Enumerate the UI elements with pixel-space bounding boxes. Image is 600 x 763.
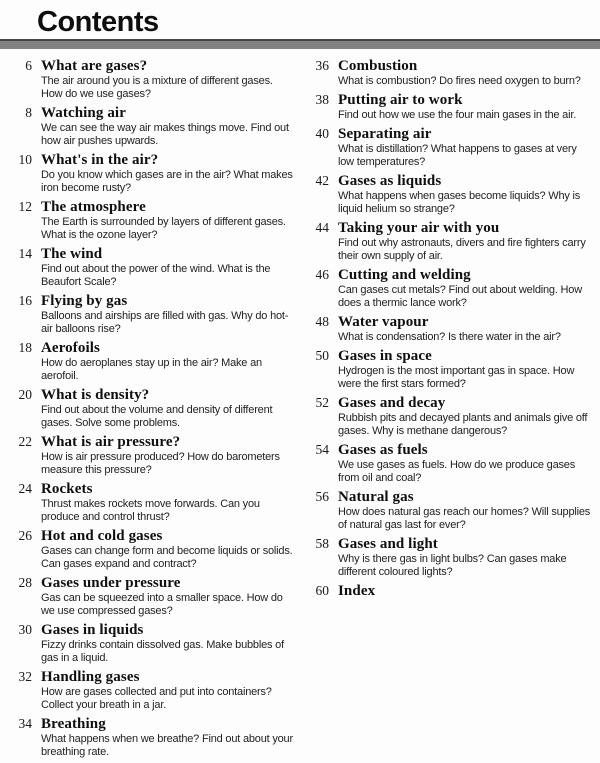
entry-title: Combustion [338,58,418,74]
toc-entry [14,669,295,712]
page-number: 24 [18,481,32,496]
entry-description: What is combustion? Do fires need oxygen to burn? [338,75,581,87]
page-number: 12 [18,199,32,214]
entry-description: What happens when gases become liquids? Why is liquid helium so strange? [338,190,581,215]
entry-description: How is air pressure produced? How do barometers measure this pressure? [41,451,280,476]
entry-title: Gases and light [338,536,438,552]
entry-body [41,246,295,289]
toc-column-right [311,58,592,763]
toc-entry [311,395,592,438]
page-number: 16 [18,293,32,308]
page-number: 32 [18,669,32,684]
page-number: 50 [315,348,329,363]
entry-body [338,536,592,579]
toc-entry [14,622,295,665]
toc-entry [14,575,295,618]
entry-body [338,348,592,391]
entry-title: Gases and decay [338,395,446,411]
toc-entry [14,387,295,430]
entry-description: We can see the way air makes things move. Find out how air pushes upwards. [41,122,289,147]
toc-entry [311,442,592,485]
toc-entry [311,267,592,310]
page-number: 42 [315,173,329,188]
entry-body [338,173,592,216]
entry-description: Do you know which gases are in the air? What makes iron become rusty? [41,169,293,194]
entry-description: What is distillation? What happens to gases at very low temperatures? [338,143,577,168]
page-number: 18 [18,340,32,355]
toc-entry [14,293,295,336]
title-rule [0,39,600,49]
entry-title: Rockets [41,481,93,497]
entry-description: Balloons and airships are filled with gas. Why do hot-air balloons rise? [41,310,289,335]
entry-description: We use gases as fuels. How do we produce gases from oil and coal? [338,459,576,484]
entry-body [338,489,592,532]
entry-body [338,58,592,88]
toc-entry [311,126,592,169]
entry-title: Gases under pressure [41,575,181,591]
toc-entry [14,246,295,289]
entry-title: Handling gases [41,669,140,685]
toc-entry [14,58,295,101]
entry-description: Hydrogen is the most important gas in space. How were the first stars formed? [338,365,575,390]
page-number: 14 [18,246,32,261]
entry-body [41,528,295,571]
page-number: 38 [315,92,329,107]
page-number: 10 [18,152,32,167]
entry-title: Breathing [41,716,106,732]
entry-body [338,220,592,263]
entry-body [338,92,592,122]
entry-body [41,622,295,665]
entry-body [41,669,295,712]
entry-body [338,267,592,310]
entry-title: Hot and cold gases [41,528,163,544]
toc-entry [14,481,295,524]
toc-entry [311,173,592,216]
entry-title: Gases as liquids [338,173,442,189]
entry-title: Gases as fuels [338,442,428,458]
entry-title: Flying by gas [41,293,128,309]
toc-entry [14,152,295,195]
entry-description: Gas can be squeezed into a smaller space. How do we use compressed gases? [41,592,283,617]
toc-column-left [14,58,295,763]
entry-title: What are gases? [41,58,148,74]
page-number: 56 [315,489,329,504]
entry-body [41,434,295,477]
entry-body [338,126,592,169]
entry-description: How do aeroplanes stay up in the air? Make an aerofoil. [41,357,262,382]
entry-body [338,395,592,438]
entry-description: Gases can change form and become liquids or solids. Can gases expand and contract? [41,545,293,570]
page-title: Contents [37,6,159,38]
entry-description: Can gases cut metals? Find out about welding. How does a thermic lance work? [338,284,582,309]
toc-entry [311,58,592,88]
entry-body [41,105,295,148]
toc-entry [14,199,295,242]
entry-description: Find out how we use the four main gases in the air. [338,109,577,121]
entry-title: Putting air to work [338,92,463,108]
toc-entry [311,583,592,599]
entry-body [41,199,295,242]
page-number: 6 [25,58,32,73]
entry-description: Find out about the volume and density of different gases. Solve some problems. [41,404,273,429]
entry-body [338,314,592,344]
page-number: 34 [18,716,32,731]
toc-entry [14,528,295,571]
entry-description: What happens when we breathe? Find out about your breathing rate. [41,733,293,758]
toc-entry [311,536,592,579]
toc-entry [14,105,295,148]
entry-description: Find out why astronauts, divers and fire fighters carry their own supply of air. [338,237,586,262]
entry-body [41,716,295,759]
entry-description: How does natural gas reach our homes? Will supplies of natural gas last for ever? [338,506,591,531]
entry-description: Why is there gas in light bulbs? Can gases make different coloured lights? [338,553,567,578]
entry-description: The air around you is a mixture of different gases. How do we use gases? [41,75,273,100]
page-number: 20 [18,387,32,402]
entry-body [41,481,295,524]
entry-body [338,583,592,599]
entry-title: Natural gas [338,489,414,505]
entry-body [41,152,295,195]
entry-description: The Earth is surrounded by layers of different gases. What is the ozone layer? [41,216,286,241]
entry-title: The atmosphere [41,199,146,215]
page-number: 26 [18,528,32,543]
entry-title: Taking your air with you [338,220,500,236]
toc-entry [311,314,592,344]
entry-body [338,442,592,485]
toc-entry [311,92,592,122]
entry-body [41,58,295,101]
entry-description: How are gases collected and put into containers? Collect your breath in a jar. [41,686,272,711]
toc-entry [311,348,592,391]
page-number: 22 [18,434,32,449]
page-number: 52 [315,395,329,410]
toc-entry [311,489,592,532]
page-number: 8 [25,105,32,120]
page-number: 40 [315,126,329,141]
entry-title: What is air pressure? [41,434,181,450]
entry-title: Gases in liquids [41,622,144,638]
entry-description: Thrust makes rockets move forwards. Can you produce and control thrust? [41,498,260,523]
entry-title: Water vapour [338,314,429,330]
page-number: 36 [315,58,329,73]
toc-entry [14,434,295,477]
page-number: 58 [315,536,329,551]
entry-title: Aerofoils [41,340,100,356]
page-number: 30 [18,622,32,637]
entry-title: The wind [41,246,103,262]
toc-entry [14,716,295,759]
entry-body [41,575,295,618]
page-number: 44 [315,220,329,235]
entry-title: What's in the air? [41,152,159,168]
page-number: 28 [18,575,32,590]
entry-title: Watching air [41,105,126,121]
entry-body [41,387,295,430]
entry-body [41,340,295,383]
entry-description: Find out about the power of the wind. What is the Beaufort Scale? [41,263,271,288]
entry-body [41,293,295,336]
entry-title: Gases in space [338,348,432,364]
entry-description: Fizzy drinks contain dissolved gas. Make bubbles of gas in a liquid. [41,639,284,664]
page-number: 48 [315,314,329,329]
entry-description: What is condensation? Is there water in the air? [338,331,561,343]
entry-title: What is density? [41,387,150,403]
entry-title: Separating air [338,126,432,142]
page-number: 46 [315,267,329,282]
page-number: 54 [315,442,329,457]
toc-entry [311,220,592,263]
entry-title: Index [338,583,376,599]
toc [0,49,600,763]
toc-entry [14,340,295,383]
entry-title: Cutting and welding [338,267,471,283]
entry-description: Rubbish pits and decayed plants and animals give off gases. Why is methane dangerous? [338,412,588,437]
page-number: 60 [315,583,329,598]
